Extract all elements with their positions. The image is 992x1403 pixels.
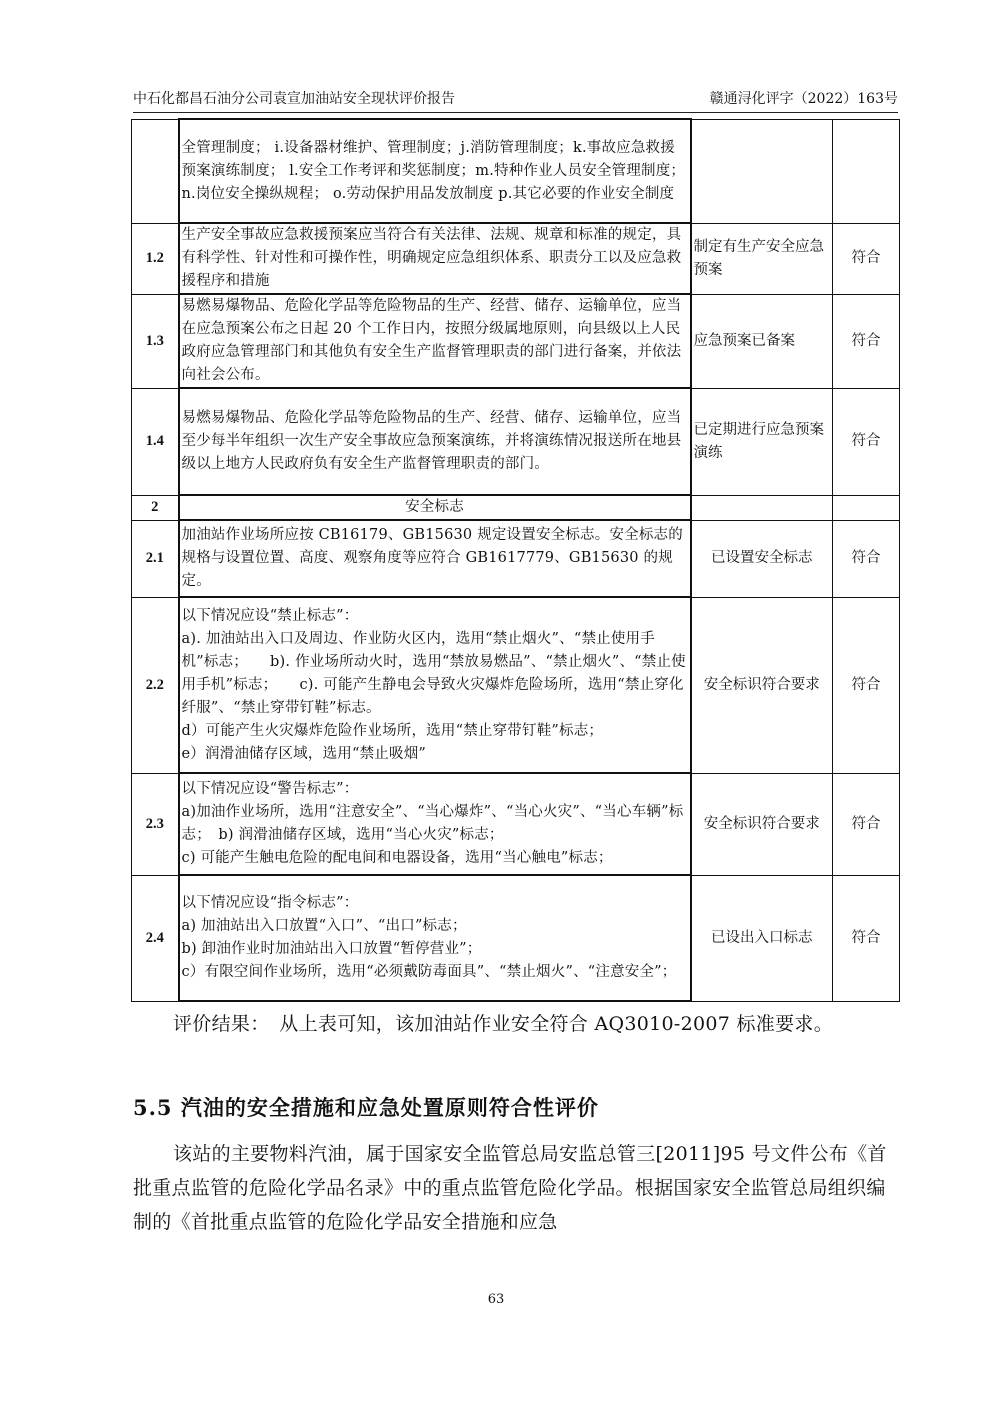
table-row [132, 875, 900, 1001]
requirement-text [179, 773, 691, 875]
table-row [132, 597, 900, 773]
conclusion: 符合 [833, 597, 900, 773]
report-title: 中石化都昌石油分公司袁宣加油站安全现状评价报告 [133, 91, 455, 107]
inspection-result: 已设出入口标志 [691, 875, 833, 1001]
item-number: 2.3 [132, 773, 179, 875]
inspection-result: 已设置安全标志 [691, 520, 833, 597]
item-number: 1.4 [132, 388, 179, 495]
table-row [132, 223, 900, 294]
item-number: 2 [132, 495, 179, 520]
requirement-text: 全管理制度； i.设备器材维护、管理制度；j.消防管理制度；k.事故应急救援预案演练制度； l.安全工作考评和奖惩制度；m.特种作业人员安全管理制度； n.岗位安全操纵规程； o.劳动保护用品发放制度 p.其它必要的作业安全制度 [179, 119, 691, 223]
item-number: 2.1 [132, 520, 179, 597]
compliance-table [131, 118, 900, 1002]
table-row [132, 388, 900, 495]
table-row [132, 520, 900, 597]
requirement-line: d）可能产生火灾爆炸危险作业场所，选用“禁止穿带钉鞋”标志； [181, 722, 604, 739]
section-heading: 5.5 汽油的安全措施和应急处置原则符合性评价 [133, 1095, 599, 1120]
item-number: 1.2 [132, 223, 179, 294]
item-number [132, 119, 179, 223]
conclusion: 符合 [833, 773, 900, 875]
requirement-line: 以下情况应设“禁止标志”： [181, 607, 359, 624]
page-number: 63 [487, 1292, 505, 1307]
requirement-line: 以下情况应设“警告标志”： [181, 781, 359, 797]
table-row [132, 119, 900, 223]
page-header [133, 86, 898, 113]
requirement-text [179, 875, 691, 1001]
requirement-text: 易燃易爆物品、危险化学品等危险物品的生产、经营、储存、运输单位，应当至少每半年组织一次生产安全事故应急预案演练，并将演练情况报送所在地县级以上地方人民政府负有安全生产监督管理职责的部门。 [179, 388, 691, 495]
requirement-line: e）润滑油储存区域，选用“禁止吸烟” [181, 745, 427, 762]
conclusion: 符合 [833, 388, 900, 495]
requirement-text: 加油站作业场所应按 CB16179、GB15630 规定设置安全标志。安全标志的规格与设置位置、高度、观察角度等应符合 GB1617779、GB15630 的规定。 [179, 520, 691, 597]
inspection-result: 安全标识符合要求 [691, 773, 833, 875]
requirement-line: 以下情况应设“指令标志”： [181, 895, 359, 911]
conclusion: 符合 [833, 294, 900, 388]
inspection-result: 应急预案已备案 [691, 294, 833, 388]
requirement-line: b) 卸油作业时加油站出入口放置“暂停营业”； [181, 941, 482, 957]
section-title: 安全标志 [179, 495, 691, 520]
conclusion: 符合 [833, 520, 900, 597]
item-number: 2.4 [132, 875, 179, 1001]
conclusion [833, 495, 900, 520]
inspection-result [691, 495, 833, 520]
inspection-result: 已定期进行应急预案演练 [691, 388, 833, 495]
inspection-result: 安全标识符合要求 [691, 597, 833, 773]
table-row [132, 773, 900, 875]
requirement-line: a)加油作业场所，选用“注意安全”、“当心爆炸”、“当心火灾”、“当心车辆”标志； b) 润滑油储存区域，选用“当心火灾”标志； [181, 804, 684, 843]
table-row [132, 294, 900, 388]
evaluation-result: 评价结果： 从上表可知，该加油站作业安全符合 AQ3010-2007 标准要求。 [173, 1013, 834, 1035]
table-row [132, 495, 900, 520]
conclusion: 符合 [833, 875, 900, 1001]
conclusion [833, 119, 900, 223]
requirement-line: c）有限空间作业场所，选用“必须戴防毒面具”、“禁止烟火”、“注意安全”； [181, 964, 677, 980]
item-number: 2.2 [132, 597, 179, 773]
section-paragraph: 该站的主要物料汽油，属于国家安全监管总局安监总管三[2011]95 号文件公布《首批重点监管的危险化学品名录》中的重点监管危险化学品。根据国家安全监管总局组织编制的《首批重点监管的危险化学品安全措施和应急 [133, 1143, 887, 1233]
requirement-text [179, 597, 691, 773]
requirement-line: a) 加油站出入口放置“入口”、“出口”标志； [181, 918, 467, 934]
conclusion: 符合 [833, 223, 900, 294]
requirement-line: c) 可能产生触电危险的配电间和电器设备，选用“当心触电”标志； [181, 850, 613, 866]
document-number: 赣通浔化评字（2022）163号 [709, 91, 898, 107]
inspection-result: 制定有生产安全应急预案 [691, 223, 833, 294]
inspection-result [691, 119, 833, 223]
requirement-line: a). 加油站出入口及周边、作业防火区内，选用“禁止烟火”、“禁止使用手机”标志； b). 作业场所动火时，选用“禁放易燃品”、“禁止烟火”、“禁止使用手机”标志； c). 可能产生静电会导致火灾爆炸危险场所，选用“禁止穿化纤服”、“禁止穿带钉鞋”标志。 [181, 630, 686, 716]
requirement-text: 生产安全事故应急救援预案应当符合有关法律、法规、规章和标准的规定，具有科学性、针对性和可操作性，明确规定应急组织体系、职责分工以及应急救援程序和措施 [179, 223, 691, 294]
item-number: 1.3 [132, 294, 179, 388]
requirement-text: 易燃易爆物品、危险化学品等危险物品的生产、经营、储存、运输单位，应当在应急预案公布之日起 20 个工作日内，按照分级属地原则，向县级以上人民政府应急管理部门和其他负有安全生产监督管理职责的部门进行备案，并依法向社会公布。 [179, 294, 691, 388]
